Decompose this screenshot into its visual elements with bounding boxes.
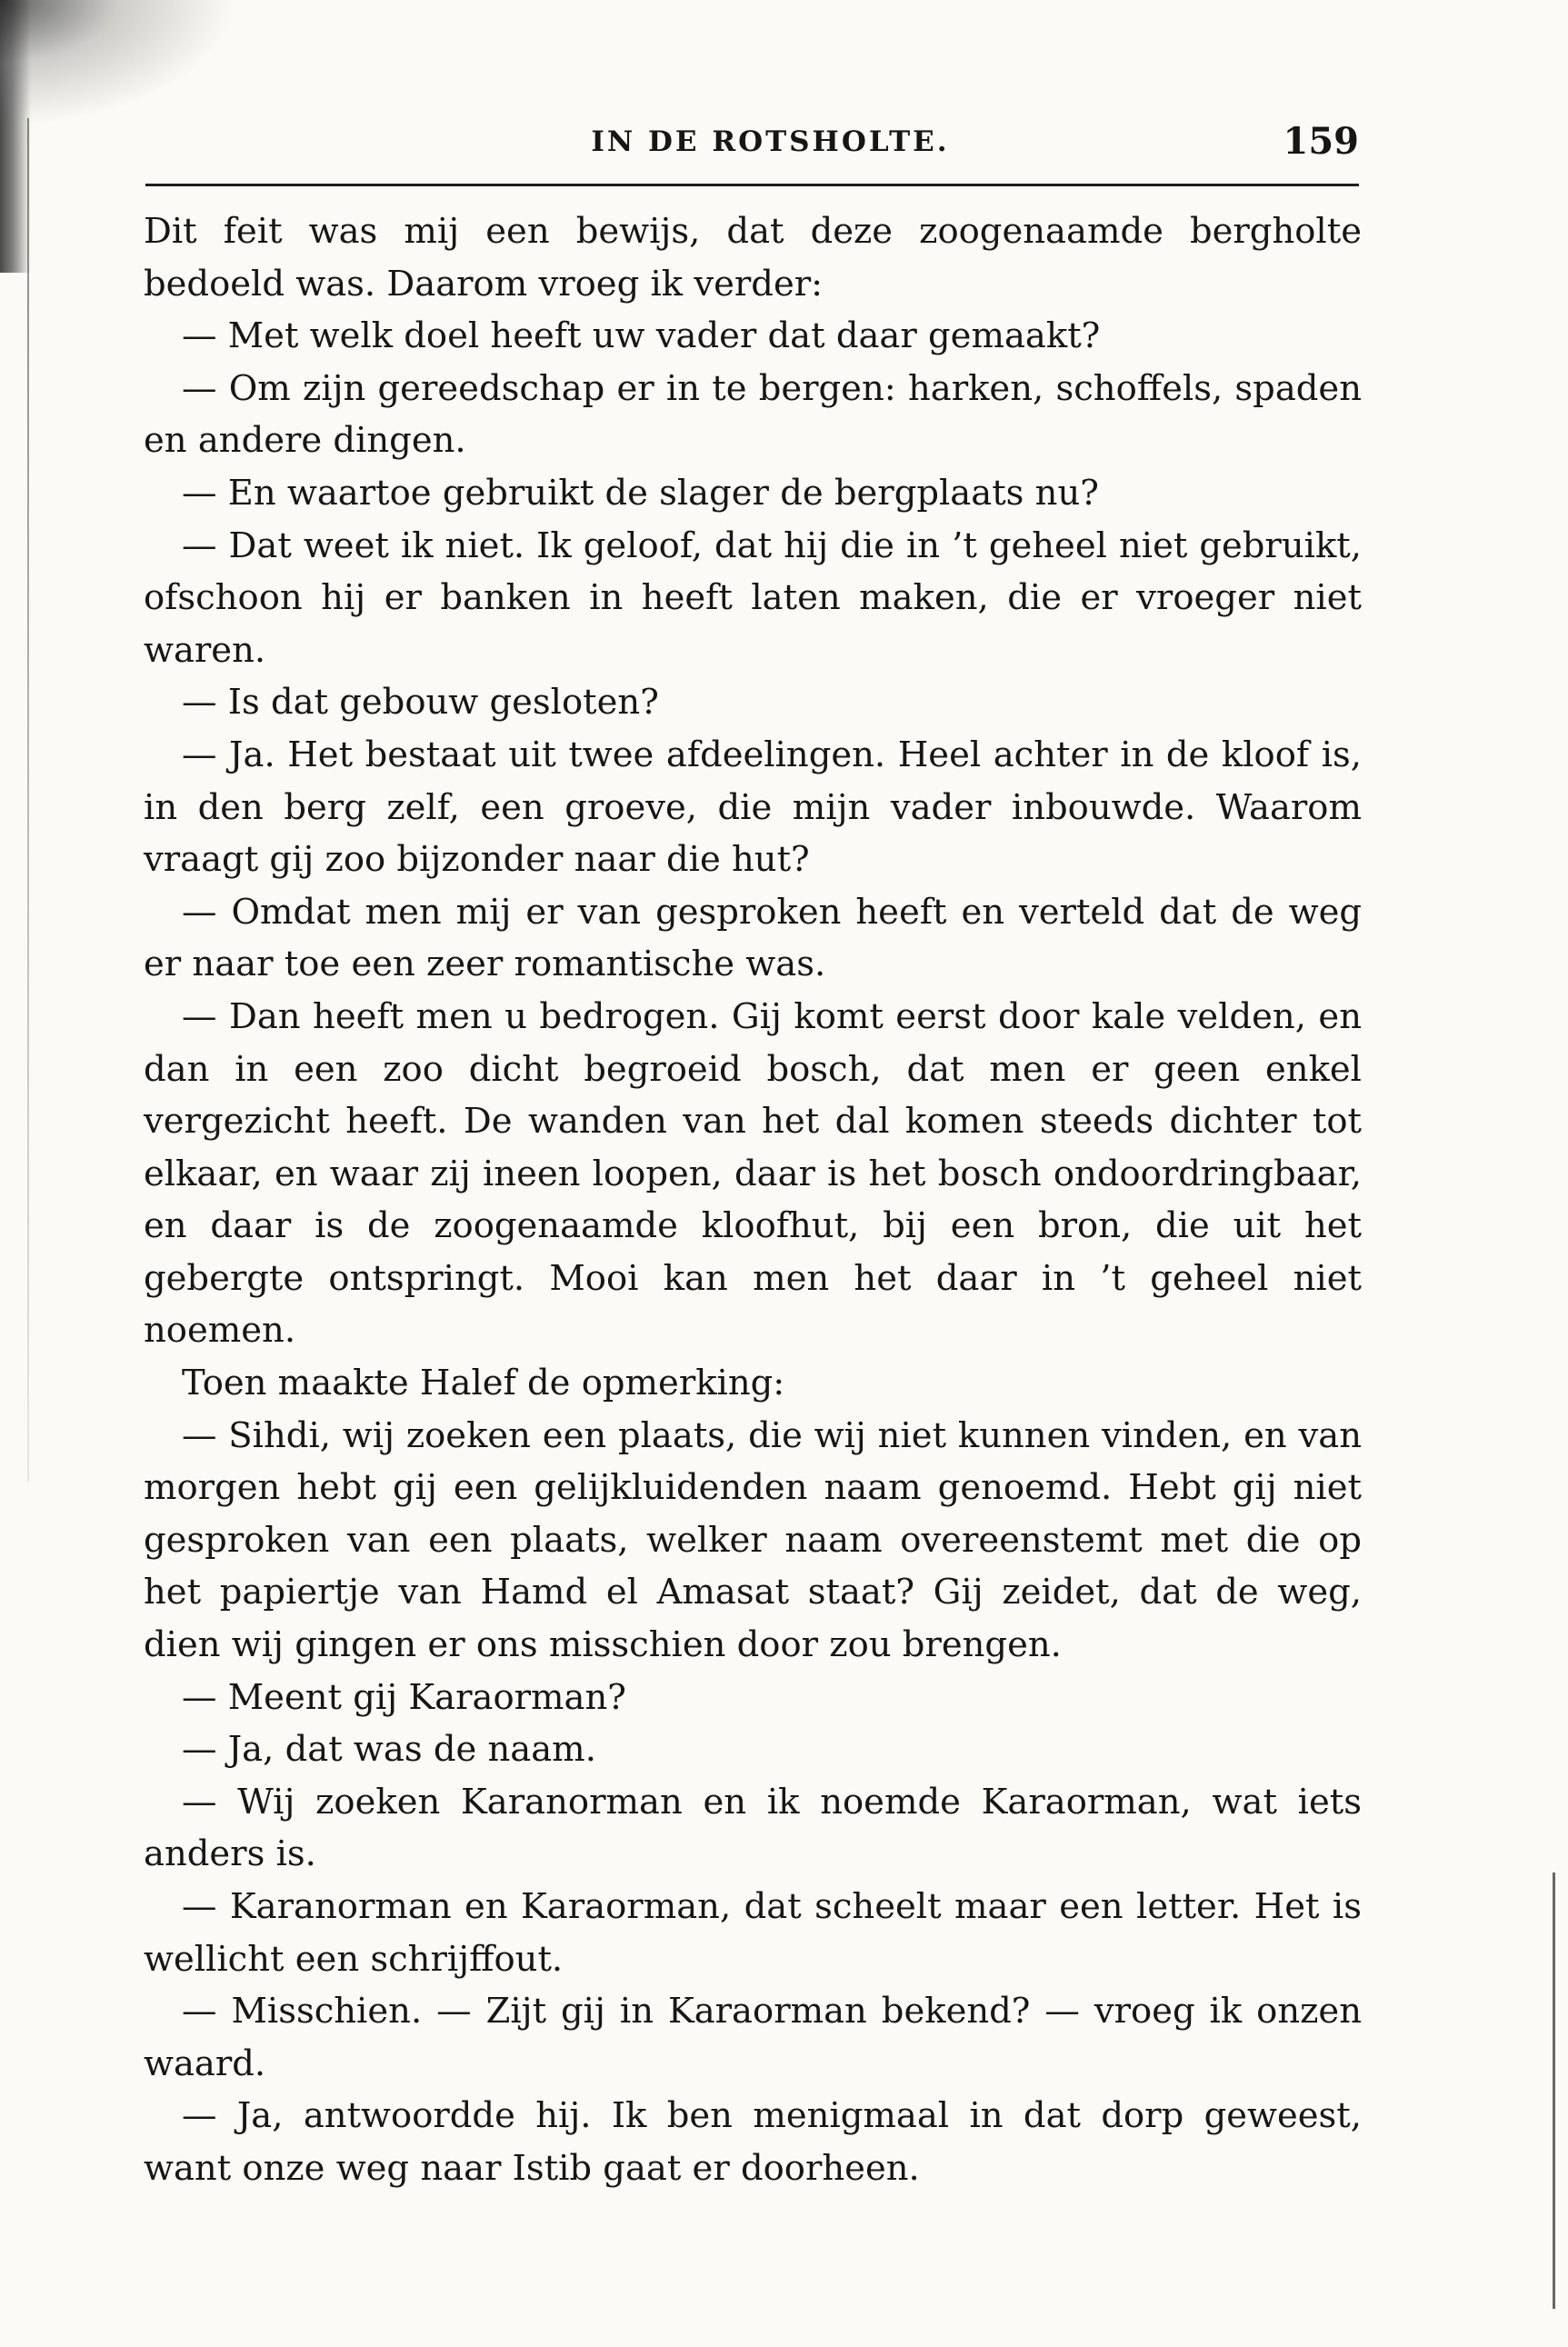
paragraph: — Misschien. — Zijt gij in Karaorman bekend? — vroeg ik onzen waard. — [144, 1991, 1362, 2084]
header-rule — [145, 184, 1359, 186]
paragraph: — Sihdi, wij zoeken een plaats, die wij niet kunnen vinden, en van morgen hebt gij een gelijkluidenden naam genoemd. Hebt gij niet gesproken van een plaats, welker naam overeenstemt met die op het papiertje van Hamd el Amasat staat? Gij zeidet, dat de weg, dien wij gingen er ons misschien door zou brengen. — [144, 1414, 1362, 1666]
paragraph: Dit feit was mij een bewijs, dat deze zoogenaamde bergholte bedoeld was. Daarom vroeg ik verder: — [144, 211, 1362, 305]
right-margin-line — [1553, 1873, 1555, 2309]
paragraph: — En waartoe gebruikt de slager de bergplaats nu? — [182, 472, 1099, 514]
paragraph: Toen maakte Halef de opmerking: — [182, 1363, 785, 1404]
paragraph: — Met welk doel heeft uw vader dat daar gemaakt? — [182, 315, 1101, 357]
paragraph: — Karanorman en Karaorman, dat scheelt maar een letter. Het is wellicht een schrijffout. — [144, 1886, 1362, 1980]
paragraph: — Is dat gebouw gesloten? — [182, 682, 659, 724]
paragraph: — Om zijn gereedschap er in te bergen: harken, schoffels, spaden en andere dingen. — [144, 367, 1362, 462]
paragraph: — Meent gij Karaorman? — [182, 1676, 626, 1718]
paragraph: — Wij zoeken Karanorman en ik noemde Karaorman, wat iets anders is. — [144, 1781, 1362, 1875]
body-text — [144, 205, 1362, 2195]
paragraph: — Ja, dat was de naam. — [182, 1729, 596, 1771]
paragraph: — Omdat men mij er van gesproken heeft en verteld dat de weg er naar toe een zeer romantische was. — [144, 891, 1362, 985]
binding-shadow-line — [27, 118, 29, 1482]
scan-shadow-corner — [0, 0, 236, 127]
page-number: 159 — [1283, 120, 1359, 163]
page-header — [145, 120, 1359, 180]
paragraph: — Dat weet ik niet. Ik geloof, dat hij die in ’t geheel niet gebruikt, ofschoon hij er banken in heeft laten maken, die er vroeger niet waren. — [144, 524, 1362, 671]
paragraph: — Ja, antwoordde hij. Ik ben menigmaal in dat dorp geweest, want onze weg naar Istib gaat er doorheen. — [144, 2095, 1362, 2189]
paragraph: — Ja. Het bestaat uit twee afdeelingen. Heel achter in de kloof is, in den berg zelf, een groeve, die mijn vader inbouwde. Waarom vraagt gij zoo bijzonder naar die hut? — [144, 734, 1362, 881]
running-title: IN DE ROTSHOLTE. — [591, 125, 950, 158]
paragraph: — Dan heeft men u bedrogen. Gij komt eerst door kale velden, en dan in een zoo dicht begroeid bosch, dat men er geen enkel vergezicht heeft. De wanden van het dal komen steeds dichter tot elkaar, en waar zij ineen loopen, daar is het bosch ondoordringbaar, en daar is de zoogenaamde kloofhut, bij een bron, die uit het gebergte ontspringt. Mooi kan men het daar in ’t geheel niet noemen. — [144, 995, 1362, 1352]
